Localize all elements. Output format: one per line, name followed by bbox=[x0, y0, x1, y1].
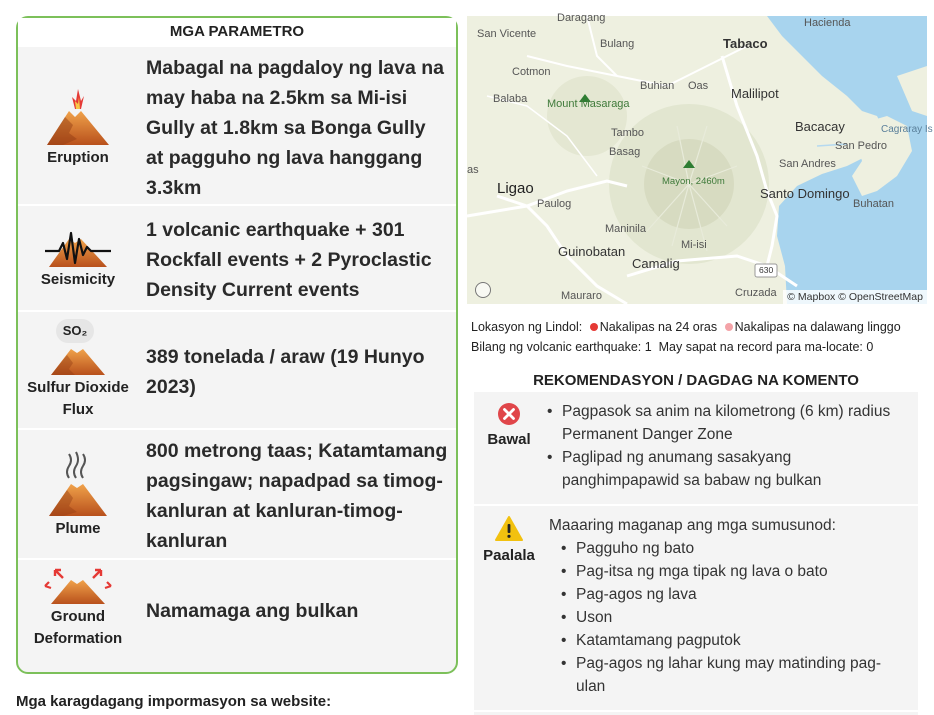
parameter-icon-cell bbox=[18, 47, 138, 204]
recommendation-content bbox=[544, 506, 918, 710]
map-label-san-vicente: San Vicente bbox=[477, 28, 537, 40]
list-item: • Pag-agos ng lava bbox=[558, 583, 910, 606]
map-label-hacienda: Hacienda bbox=[804, 17, 851, 29]
list-item: • Uson bbox=[558, 606, 910, 629]
plume-volcano-icon bbox=[43, 448, 113, 518]
map-label-mayon: Mayon, 2460m bbox=[662, 176, 725, 187]
parameter-icon-cell bbox=[18, 206, 138, 310]
legend-locatable-text: May sapat na record para ma-locate: 0 bbox=[658, 340, 874, 354]
more-info-text: Mga karagdagang impormasyon sa website: bbox=[16, 693, 332, 710]
parameter-icon-cell bbox=[18, 430, 138, 558]
prohibited-x-icon bbox=[497, 402, 521, 426]
bawal-list bbox=[544, 400, 910, 492]
map-label-san-andres: San Andres bbox=[779, 158, 836, 170]
map-label-camalig: Camalig bbox=[632, 256, 680, 271]
map-label-mauraro: Mauraro bbox=[561, 290, 602, 302]
map-label-maninila: Maninila bbox=[605, 223, 646, 235]
legend-recent-label: Nakalipas na 24 oras bbox=[599, 320, 718, 334]
map-label-cagraray: Cagraray Is bbox=[881, 124, 933, 135]
map-label-bacacay: Bacacay bbox=[795, 119, 845, 134]
recommendation-content bbox=[544, 392, 918, 504]
parameter-value: Namamaga ang bulkan bbox=[146, 600, 359, 622]
so2-cloud-icon: SO₂ bbox=[56, 319, 94, 343]
map-attribution[interactable]: © Mapbox © OpenStreetMap bbox=[783, 290, 927, 304]
map-label-cotmon: Cotmon bbox=[512, 66, 551, 78]
recommendation-row-bawal bbox=[474, 392, 918, 506]
recommendation-label: Bawal bbox=[487, 431, 531, 448]
recommendations-title: REKOMENDASYON / DAGDAG NA KOMENTO bbox=[533, 372, 859, 389]
list-item: • Pagguho ng bato bbox=[558, 537, 910, 560]
parameters-title: MGA PARAMETRO bbox=[18, 18, 456, 45]
legend-line-location bbox=[471, 317, 901, 337]
parameter-label: Plume bbox=[55, 520, 101, 537]
map-label-daraga: Daragang bbox=[557, 12, 606, 24]
list-item: • Pag-itsa ng mga tipak ng lava o bato bbox=[558, 560, 910, 583]
map-label-malilipot: Malilipot bbox=[731, 86, 779, 101]
parameter-icon-cell bbox=[18, 560, 138, 658]
eruption-volcano-icon bbox=[43, 83, 113, 147]
legend-location-label: Lokasyon ng Lindol: bbox=[471, 320, 583, 334]
paalala-list bbox=[558, 537, 910, 698]
recommendation-icon-cell bbox=[474, 392, 544, 504]
map-label-tabaco: Tabaco bbox=[723, 36, 768, 51]
map-label-paulog: Paulog bbox=[537, 198, 572, 210]
map-label-guinobatan: Guinobatan bbox=[558, 244, 626, 259]
map-label-buhian: Buhian bbox=[640, 80, 675, 92]
parameter-row-eruption bbox=[18, 45, 456, 204]
map-label-buhatan: Buhatan bbox=[853, 198, 894, 210]
steam-icon bbox=[67, 454, 71, 478]
volcano-icon bbox=[43, 343, 113, 377]
legend-count-text: Bilang ng volcanic earthquake: 1 bbox=[471, 340, 652, 354]
map-label-bulang: Bulang bbox=[600, 38, 635, 50]
paalala-intro: Maaaring maganap ang mga sumusunod: bbox=[549, 517, 836, 534]
list-item: • Katamtamang pagputok bbox=[558, 629, 910, 652]
parameter-label: Sulfur Dioxide Flux bbox=[27, 379, 129, 418]
parameters-panel bbox=[16, 16, 458, 674]
arrow-out-right-icon bbox=[93, 570, 101, 578]
map-label-cruzada: Cruzada bbox=[735, 287, 777, 299]
map-label-santo-domingo: Santo Domingo bbox=[760, 186, 850, 201]
legend-two-week-label: Nakalipas na dalawang linggo bbox=[734, 320, 901, 334]
mapbox-logo-icon[interactable] bbox=[475, 282, 491, 298]
recommendation-icon-cell bbox=[474, 506, 544, 710]
map-label-tambo: Tambo bbox=[611, 127, 645, 139]
map-label-balaba: Balaba bbox=[493, 93, 528, 105]
map-label-ligao: Ligao bbox=[497, 180, 534, 197]
parameter-label: Eruption bbox=[47, 148, 109, 166]
parameter-row-plume bbox=[18, 428, 456, 558]
map-label-basag: Basag bbox=[609, 146, 641, 158]
recommendation-label: Paalala bbox=[483, 547, 535, 564]
arrow-out-left-icon bbox=[55, 570, 63, 578]
parameter-label: Seismicity bbox=[40, 271, 116, 288]
map-label-mi-isi: Mi-isi bbox=[681, 239, 707, 251]
list-item: • Paglipad ng anumang sasakyang panghimpapawid sa babaw ng bulkan bbox=[544, 446, 910, 492]
parameter-label: Ground Deformation bbox=[33, 608, 123, 647]
seismicity-volcano-icon bbox=[43, 225, 113, 269]
map-label-oas: Oas bbox=[688, 80, 709, 92]
map-base bbox=[467, 16, 927, 304]
earthquake-map[interactable] bbox=[467, 12, 933, 304]
parameter-value: 800 metrong taas; Katamtamang pagsingaw; napadpad sa timog-kanluran at kanluran-timog-kanluran bbox=[146, 440, 448, 552]
parameter-icon-cell bbox=[18, 312, 138, 428]
parameter-value: Mabagal na pagdaloy ng lava na may haba na 2.5km sa Mi-isi Gully at 1.8km sa Bonga Gully at pagguho ng lava hanggang 3.3km bbox=[146, 56, 444, 199]
map-label-edge: as bbox=[467, 164, 479, 176]
legend-line-count bbox=[471, 337, 901, 357]
recommendation-row-paalala bbox=[474, 506, 918, 712]
parameter-row-ground-deformation bbox=[18, 558, 456, 658]
ground-deformation-volcano-icon bbox=[43, 568, 113, 606]
earthquake-legend bbox=[471, 317, 901, 357]
recent-dot-icon bbox=[590, 323, 598, 331]
list-item: • Pagpasok sa anim na kilometrong (6 km) radius Permanent Danger Zone bbox=[544, 400, 910, 446]
sulfur-dioxide-volcano-icon bbox=[43, 319, 113, 377]
parameter-value: 389 tonelada / araw (19 Hunyo 2023) bbox=[146, 346, 425, 398]
map-route-label: 630 bbox=[759, 265, 774, 275]
parameter-value: 1 volcanic earthquake + 301 Rockfall events + 2 Pyroclastic Density Current events bbox=[146, 219, 432, 301]
map-label-mount-masaraga: Mount Masaraga bbox=[547, 98, 630, 110]
two-week-dot-icon bbox=[725, 323, 733, 331]
parameter-row-seismicity bbox=[18, 204, 456, 310]
parameter-row-sulfur-dioxide bbox=[18, 310, 456, 428]
warning-triangle-icon bbox=[495, 516, 523, 542]
list-item: • Pag-agos ng lahar kung may matinding pag-ulan bbox=[558, 652, 910, 698]
map-label-san-pedro: San Pedro bbox=[835, 140, 887, 152]
recommendations-panel bbox=[474, 392, 918, 715]
